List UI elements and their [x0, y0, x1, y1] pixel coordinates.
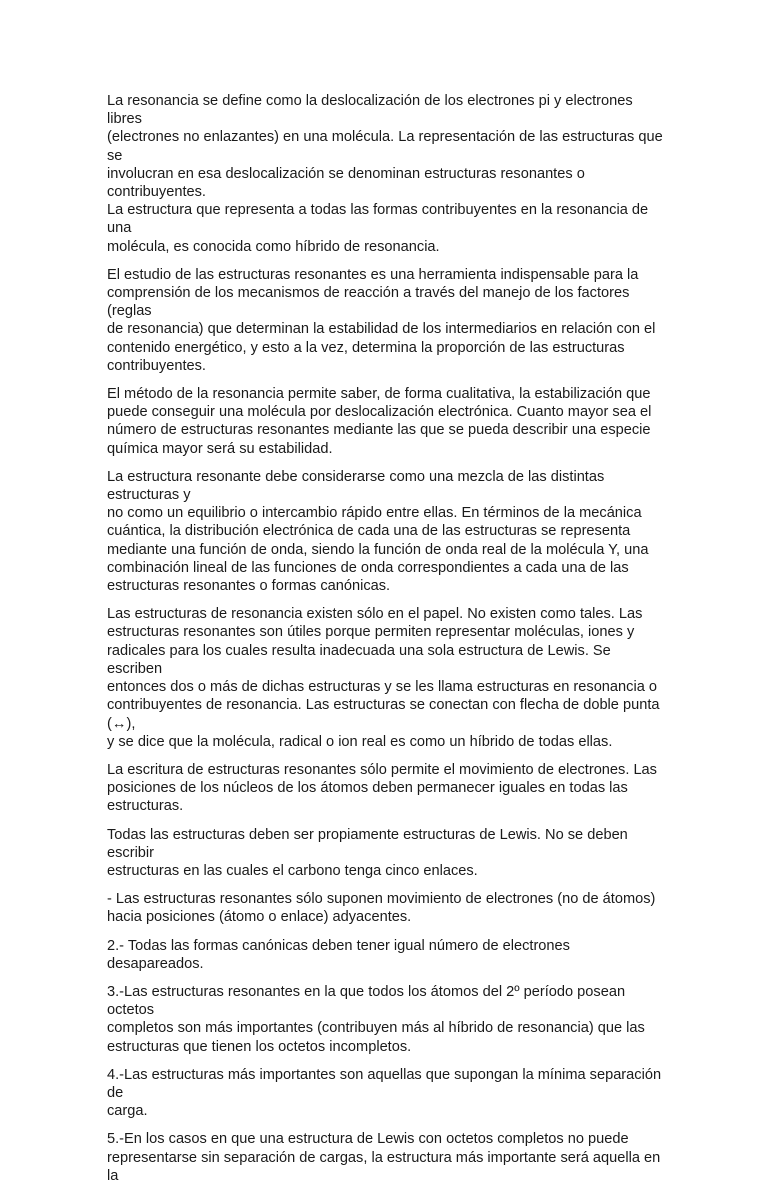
paragraph-10: 3.-Las estructuras resonantes en la que todos los átomos del 2º período posean octetos completos son más importantes (contribuyen más al híbrido de resonancia) que las estructuras que tienen los octetos incompletos. — [107, 983, 645, 1055]
paragraph-9: 2.- Todas las formas canónicas deben tener igual número de electrones desapareados. — [107, 937, 570, 972]
paragraph-8: - Las estructuras resonantes sólo suponen movimiento de electrones (no de átomos) hacia posiciones (átomo o enlace) adyacentes. — [107, 891, 656, 926]
paragraph-4: La estructura resonante debe considerarse como una mezcla de las distintas estructuras y no como un equilibrio o intercambio rápido entre ellas. En términos de la mecánica cuántica, la distribución electrónica de cada una de las estructuras se representa mediante una función de onda, siendo la función de onda real de la molécula Y, una combinación lineal de las funciones de onda correspondientes a cada una de las estructuras resonantes o formas canónicas. — [107, 468, 649, 595]
paragraph-7: Todas las estructuras deben ser propiamente estructuras de Lewis. No se deben escribir estructuras en las cuales el carbono tenga cinco enlaces. — [107, 826, 628, 879]
paragraph-3: El método de la resonancia permite saber, de forma cualitativa, la estabilización que puede conseguir una molécula por deslocalización electrónica. Cuanto mayor sea el número de estructuras resonantes mediante las que se pueda describir una especie química mayor será su estabilidad. — [107, 386, 652, 457]
paragraph-2: El estudio de las estructuras resonantes es una herramienta indispensable para la comprensión de los mecanismos de reacción a través del manejo de los factores (reglas de resonancia) que determinan la estabilidad de los intermediarios en relación con el contenido energético, y esto a la vez, determina la proporción de las estructuras contribuyentes. — [107, 266, 656, 374]
paragraph-1: La resonancia se define como la deslocalización de los electrones pi y electrones libres (electrones no enlazantes) en una molécula. La representación de las estructuras que se involucran en esa deslocalización se denominan estructuras resonantes o contribuyentes. La estructura que representa a todas las formas contribuyentes en la resonancia de una molécula, es conocida como híbrido de resonancia. — [107, 93, 663, 255]
document-body — [107, 92, 667, 1195]
paragraph-12: 5.-En los casos en que una estructura de Lewis con octetos completos no puede representarse sin separación de cargas, la estructura más importante será aquella en la — [107, 1131, 661, 1184]
paragraph-5: Las estructuras de resonancia existen sólo en el papel. No existen como tales. Las estructuras resonantes son útiles porque permiten representar moléculas, iones y radicales para los cuales resulta inadecuada una sola estructura de Lewis. Se escriben entonces dos o más de dichas estructuras y se les llama estructuras en resonancia o contribuyentes de resonancia. Las estructuras se conectan con flecha de doble punta (↔), y se dice que la molécula, radical o ion real es como un híbrido de todas ellas. — [107, 606, 660, 750]
paragraph-6: La escritura de estructuras resonantes sólo permite el movimiento de electrones. Las posiciones de los núcleos de los átomos deben permanecer iguales en todas las estructuras. — [107, 761, 657, 815]
paragraph-11: 4.-Las estructuras más importantes son aquellas que supongan la mínima separación de carga. — [107, 1066, 662, 1120]
